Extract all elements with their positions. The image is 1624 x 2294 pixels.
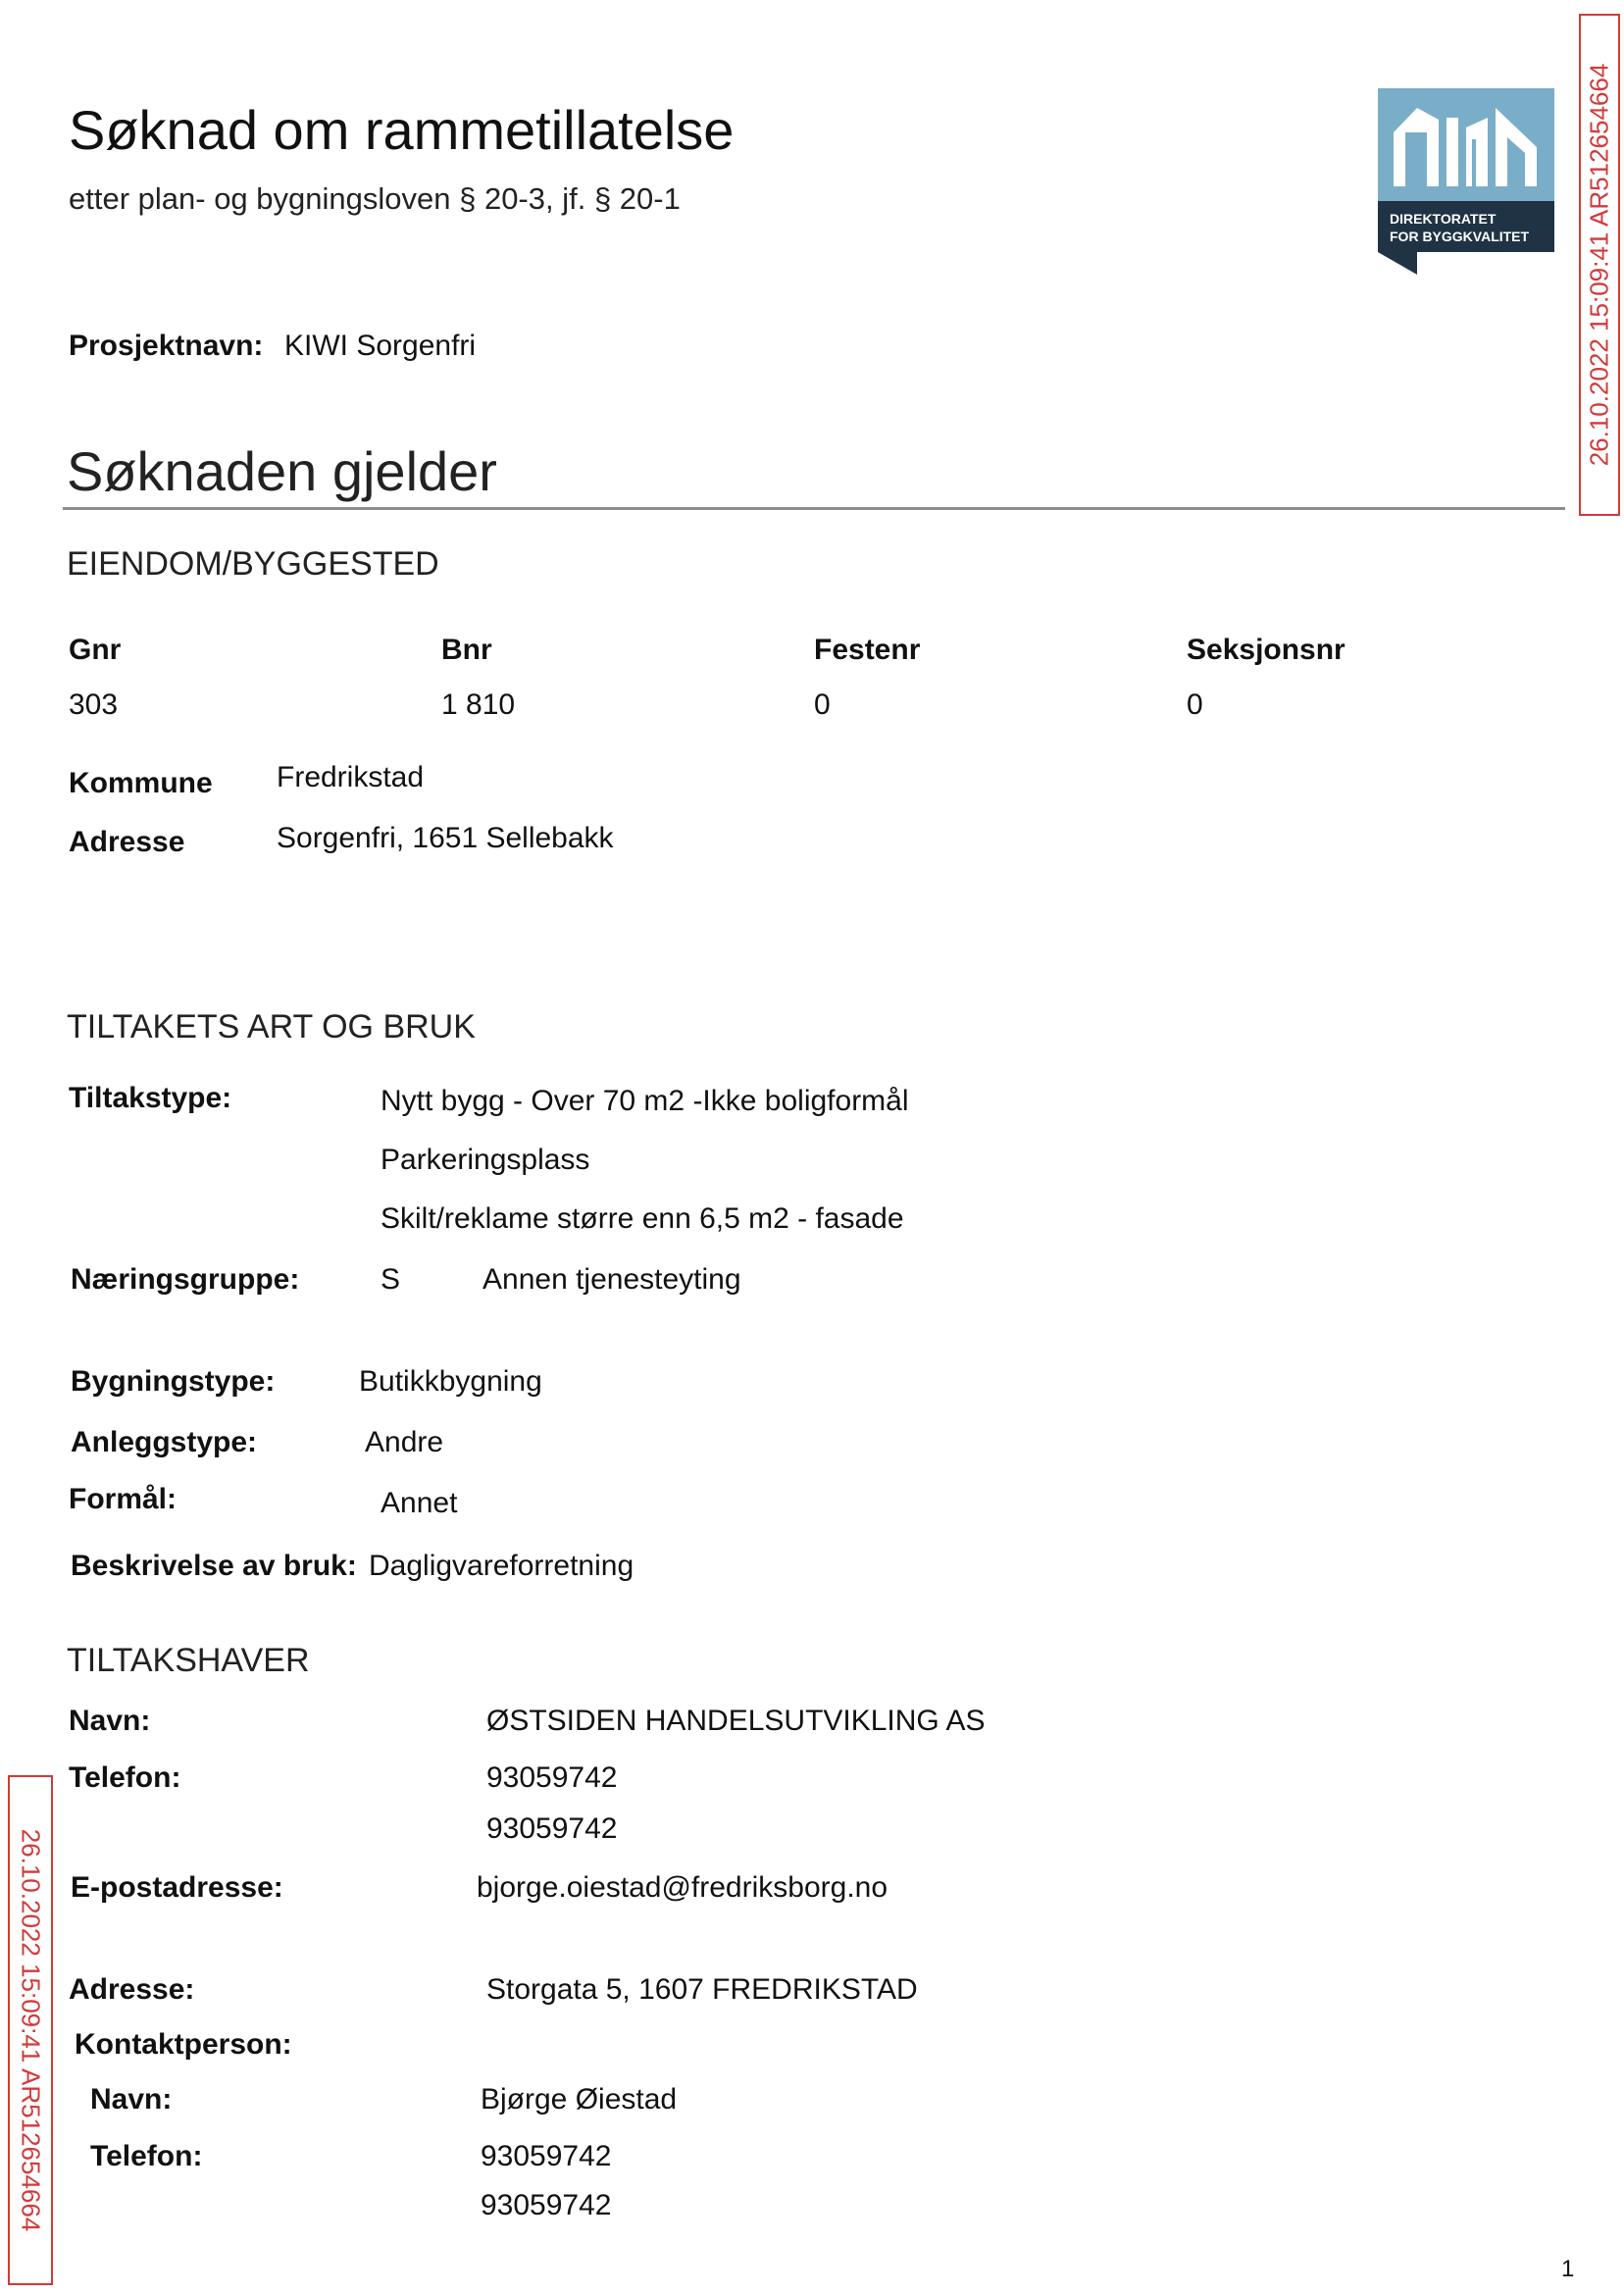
tiltak-heading: TILTAKETS ART OG BRUK xyxy=(67,1008,476,1045)
seksjonsnr-value: 0 xyxy=(1187,688,1203,721)
tiltakshaver-adresse-label: Adresse: xyxy=(69,1973,195,2006)
logo-text-line2: FOR BYGGKVALITET xyxy=(1390,229,1530,244)
tiltakstype-item: Skilt/reklame større enn 6,5 m2 - fasade xyxy=(381,1202,904,1235)
stamp-bottom-text: 26.10.2022 15:09:41 AR512654664 xyxy=(16,1828,46,2232)
gnr-value: 303 xyxy=(69,688,119,721)
dibk-logo-icon xyxy=(1378,88,1554,275)
gnr-label: Gnr xyxy=(69,634,122,666)
tiltakshaver-telefon-2: 93059742 xyxy=(486,1812,618,1845)
beskrivelse-value: Dagligvareforretning xyxy=(369,1550,634,1582)
anleggstype-label: Anleggstype: xyxy=(71,1426,258,1458)
tiltakshaver-navn-label: Navn: xyxy=(69,1705,151,1737)
kontakt-telefon-label: Telefon: xyxy=(90,2140,203,2172)
tiltakstype-item: Parkeringsplass xyxy=(381,1144,590,1176)
dibk-logo xyxy=(1378,88,1554,275)
tiltakshaver-navn-value: ØSTSIDEN HANDELSUTVIKLING AS xyxy=(486,1705,986,1737)
anleggstype-value: Andre xyxy=(365,1426,444,1458)
tiltakstype-label: Tiltakstype: xyxy=(69,1082,232,1114)
section-heading: Søknaden gjelder xyxy=(67,440,497,502)
adresse-value: Sorgenfri, 1651 Sellebakk xyxy=(277,822,614,854)
logo-text-line1: DIREKTORATET xyxy=(1390,211,1497,227)
eiendom-heading: EIENDOM/BYGGESTED xyxy=(67,545,439,583)
tiltakshaver-epost-value: bjorge.oiestad@fredriksborg.no xyxy=(477,1871,888,1904)
formal-value: Annet xyxy=(381,1487,458,1519)
stamp-top xyxy=(1579,14,1620,516)
project-value: KIWI Sorgenfri xyxy=(284,330,477,362)
kommune-label: Kommune xyxy=(69,767,213,799)
bnr-label: Bnr xyxy=(441,634,492,666)
bnr-value: 1 810 xyxy=(441,688,516,721)
formal-label: Formål: xyxy=(69,1483,178,1515)
kontakt-telefon-1: 93059742 xyxy=(481,2140,612,2172)
naeringsgruppe-label: Næringsgruppe: xyxy=(71,1263,300,1296)
naeringsgruppe-code: S xyxy=(381,1263,401,1296)
tiltakshaver-telefon-1: 93059742 xyxy=(486,1761,618,1794)
stamp-top-text: 26.10.2022 15:09:41 AR512654664 xyxy=(1584,63,1614,467)
page-number: 1 xyxy=(1561,2256,1575,2282)
festenr-value: 0 xyxy=(814,688,831,721)
naeringsgruppe-text: Annen tjenesteyting xyxy=(482,1263,741,1296)
kontakt-navn-value: Bjørge Øiestad xyxy=(481,2083,678,2116)
tiltakshaver-telefon-label: Telefon: xyxy=(69,1761,181,1794)
stamp-bottom xyxy=(8,1775,53,2285)
tiltakshaver-adresse-value: Storgata 5, 1607 FREDRIKSTAD xyxy=(486,1973,918,2006)
kontakt-navn-label: Navn: xyxy=(90,2083,173,2116)
document-subtitle: etter plan- og bygningsloven § 20-3, jf. § 20-1 xyxy=(69,181,681,216)
kommune-value: Fredrikstad xyxy=(277,761,425,793)
beskrivelse-label: Beskrivelse av bruk: xyxy=(71,1550,357,1582)
section-divider xyxy=(63,507,1565,510)
festenr-label: Festenr xyxy=(814,634,921,666)
seksjonsnr-label: Seksjonsnr xyxy=(1187,634,1345,666)
tiltakshaver-heading: TILTAKSHAVER xyxy=(67,1642,310,1679)
kontaktperson-label: Kontaktperson: xyxy=(75,2028,292,2061)
bygningstype-label: Bygningstype: xyxy=(71,1365,276,1398)
document-title: Søknad om rammetillatelse xyxy=(69,99,735,161)
kontakt-telefon-2: 93059742 xyxy=(481,2189,612,2221)
tiltakstype-item: Nytt bygg - Over 70 m2 -Ikke boligformål xyxy=(381,1085,909,1117)
bygningstype-value: Butikkbygning xyxy=(359,1365,542,1398)
tiltakshaver-epost-label: E-postadresse: xyxy=(71,1871,283,1904)
adresse-label: Adresse xyxy=(69,826,185,858)
project-label: Prosjektnavn: xyxy=(69,330,264,362)
